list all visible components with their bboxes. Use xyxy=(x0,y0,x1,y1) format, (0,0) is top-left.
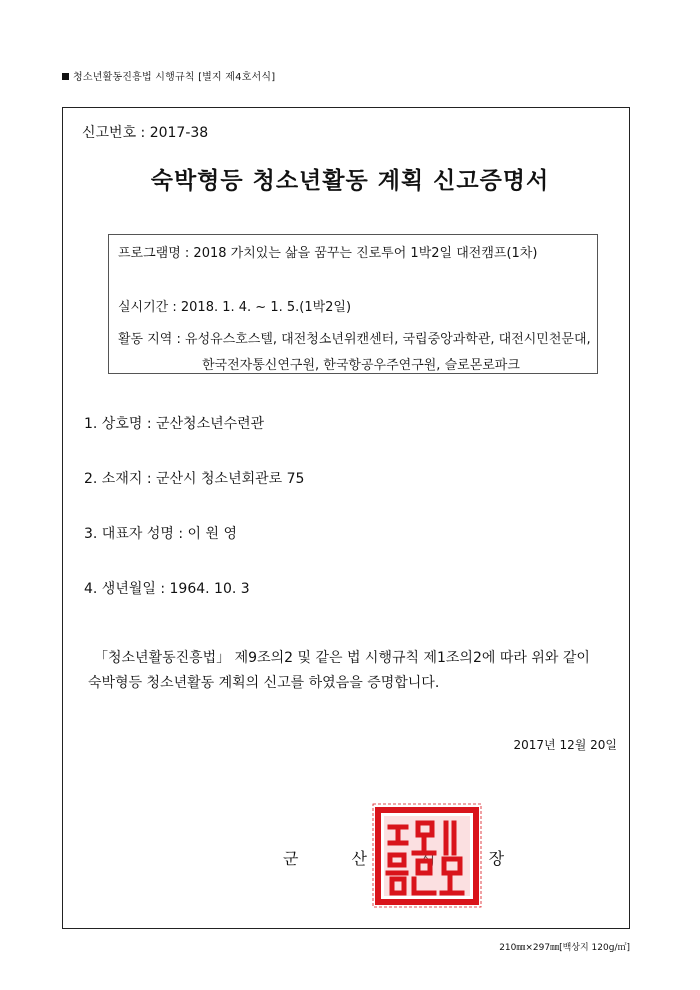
field-representative: 3. 대표자 성명 : 이 원 영 xyxy=(84,526,237,542)
program-name: 프로그램명 : 2018 가치있는 삶을 꿈꾸는 진로투어 1박2일 대전캠프(1차) xyxy=(118,246,538,261)
seal-stamp-icon xyxy=(372,803,482,908)
program-period: 실시기간 : 2018. 1. 4. ~ 1. 5.(1박2일) xyxy=(118,300,352,315)
bullet-square-icon xyxy=(62,73,69,80)
certification-statement xyxy=(82,646,622,696)
document-title: 숙박형등 청소년활동 계획 신고증명서 xyxy=(150,168,550,194)
certificate-frame xyxy=(62,107,630,929)
field-business-name: 1. 상호명 : 군산청소년수련관 xyxy=(84,416,265,432)
report-number: 신고번호 : 2017-38 xyxy=(82,125,209,141)
certification-line1: 「청소년활동진흥법」 제9조의2 및 같은 법 시행규칙 제1조의2에 따라 위와 같이 xyxy=(94,650,590,666)
form-reference-text: 청소년활동진흥법 시행규칙 [별지 제4호서식] xyxy=(73,72,276,83)
program-area-line2: 한국전자통신연구원, 한국항공우주연구원, 슬로몬로파크 xyxy=(202,358,520,373)
field-birthdate: 4. 생년월일 : 1964. 10. 3 xyxy=(84,581,250,597)
issue-date: 2017년 12월 20일 xyxy=(513,738,617,752)
program-area-line1: 활동 지역 : 유성유스호스텔, 대전청소년위캔센터, 국립중앙과학관, 대전시민천문대, xyxy=(118,332,591,347)
form-reference xyxy=(62,68,275,83)
issuer-name: 군 산 시 장 xyxy=(283,849,529,868)
field-address: 2. 소재지 : 군산시 청소년회관로 75 xyxy=(84,471,305,487)
certification-line2: 숙박형등 청소년활동 계획의 신고를 하였음을 증명합니다. xyxy=(88,675,440,691)
paper-spec: 210㎜×297㎜[백상지 120g/㎡] xyxy=(499,943,630,953)
official-seal xyxy=(372,803,482,908)
